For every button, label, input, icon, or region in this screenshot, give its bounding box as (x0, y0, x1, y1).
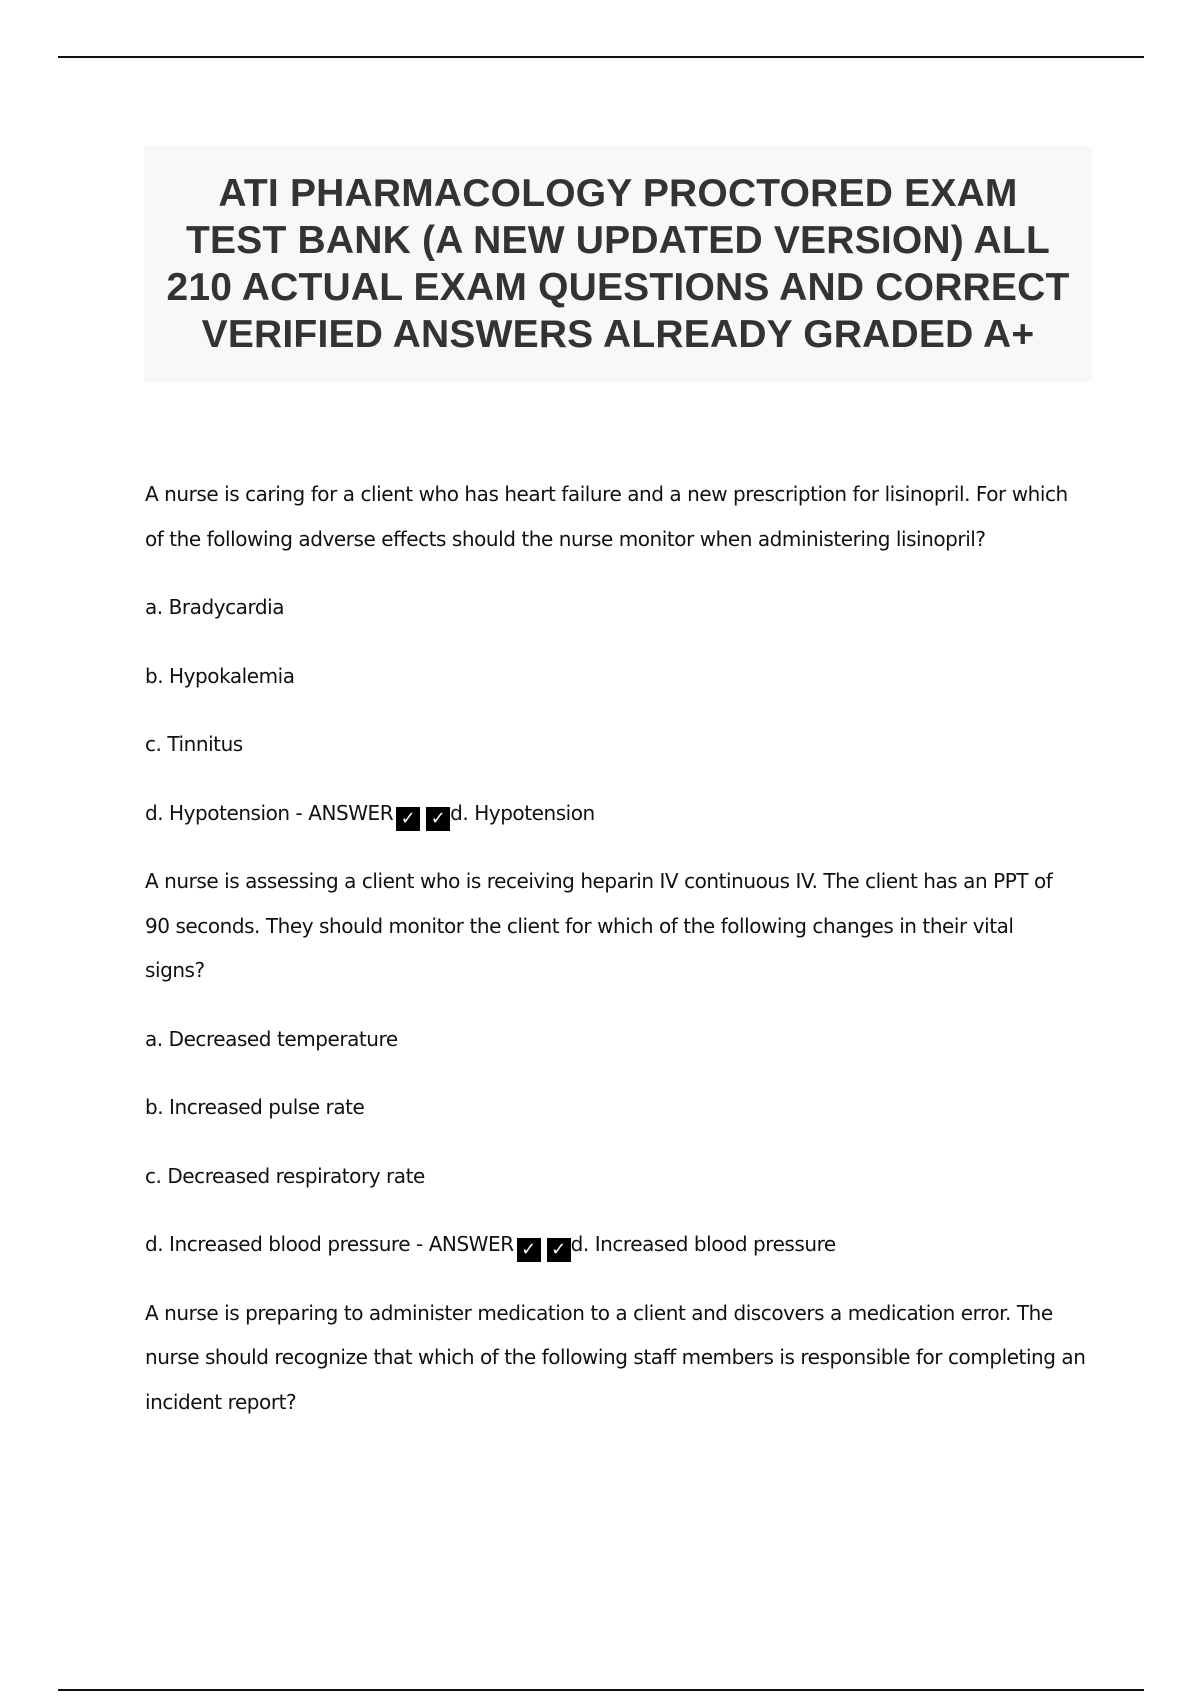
correct-answer: d. Increased blood pressure (570, 1232, 836, 1256)
question-text: A nurse is preparing to administer medication to a client and discovers a medication error. The nurse should recognize that which of the following staff members is responsible for completing an incident report? (145, 1300, 1086, 1414)
top-rule (58, 56, 1144, 58)
answer-option: a. Decreased temperature (145, 1026, 398, 1051)
question-list (145, 472, 1095, 1448)
answer-option: d. Increased blood pressure - ANSWER (145, 1232, 514, 1256)
correct-answer-line (145, 791, 1095, 836)
question-text: A nurse is assessing a client who is receiving heparin IV continuous IV. The client has an PPT of 90 seconds. They should monitor the client for which of the following changes in their vital signs? (145, 869, 1053, 982)
correct-answer: d. Hypotension (450, 800, 595, 825)
answer-option: b. Hypokalemia (145, 663, 295, 688)
checkmark-icon: ✓ (547, 1238, 571, 1262)
answer-option: b. Increased pulse rate (145, 1095, 365, 1119)
checkmark-icon: ✓ (426, 807, 450, 831)
answer-option: d. Hypotension - ANSWER (145, 800, 394, 825)
answer-option: a. Bradycardia (145, 595, 285, 619)
checkmark-icon: ✓ (517, 1238, 541, 1262)
correct-answer-line (145, 1222, 1095, 1267)
title-banner (144, 146, 1092, 382)
answer-option: c. Tinnitus (145, 732, 243, 756)
question-text: A nurse is caring for a client who has heart failure and a new prescription for lisinopril. For which of the following adverse effects should the nurse monitor when administering lisinopril? (145, 482, 1068, 551)
checkmark-icon: ✓ (396, 807, 420, 831)
document-title: ATI PHARMACOLOGY PROCTORED EXAM TEST BANK (A NEW UPDATED VERSION) ALL 210 ACTUAL EXAM QUESTIONS AND CORRECT VERIFIED ANSWERS ALREADY GRADED A+ (166, 172, 1070, 356)
answer-option: c. Decreased respiratory rate (145, 1163, 425, 1188)
bottom-rule (58, 1689, 1144, 1691)
